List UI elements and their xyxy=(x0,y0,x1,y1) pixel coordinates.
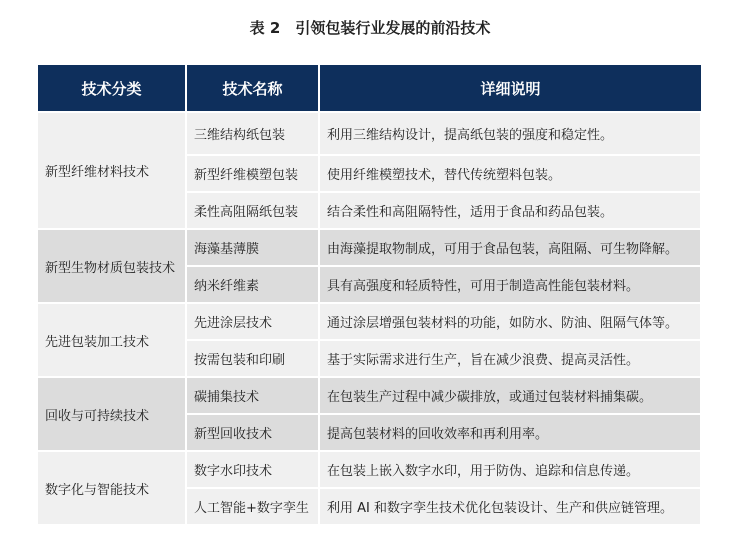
tech-name-cell: 数字水印技术 xyxy=(186,451,319,488)
description-cell: 利用三维结构设计，提高纸包装的强度和稳定性。 xyxy=(319,112,701,155)
description-cell: 使用纤维模塑技术，替代传统塑料包装。 xyxy=(319,155,701,192)
tech-name-cell: 人工智能+数字孪生 xyxy=(186,488,319,525)
tech-name-cell: 新型回收技术 xyxy=(186,414,319,451)
tech-name-cell: 先进涂层技术 xyxy=(186,303,319,340)
tech-name-cell: 纳米纤维素 xyxy=(186,266,319,303)
tech-name-cell: 柔性高阻隔纸包装 xyxy=(186,192,319,229)
tech-name-cell: 三维结构纸包装 xyxy=(186,112,319,155)
description-cell: 基于实际需求进行生产，旨在减少浪费、提高灵活性。 xyxy=(319,340,701,377)
table-row xyxy=(38,112,701,155)
category-cell: 数字化与智能技术 xyxy=(38,451,186,525)
description-cell: 由海藻提取物制成，可用于食品包装，高阻隔、可生物降解。 xyxy=(319,229,701,266)
tech-name-cell: 海藻基薄膜 xyxy=(186,229,319,266)
tech-name-cell: 新型纤维模塑包装 xyxy=(186,155,319,192)
category-cell: 回收与可持续技术 xyxy=(38,377,186,451)
table-row xyxy=(38,303,701,340)
header-description: 详细说明 xyxy=(319,65,701,112)
header-name: 技术名称 xyxy=(186,65,319,112)
table-row xyxy=(38,377,701,414)
table-row xyxy=(38,451,701,488)
description-cell: 提高包装材料的回收效率和再利用率。 xyxy=(319,414,701,451)
category-cell: 新型纤维材料技术 xyxy=(38,112,186,229)
tech-name-cell: 碳捕集技术 xyxy=(186,377,319,414)
description-cell: 通过涂层增强包装材料的功能，如防水、防油、阻隔气体等。 xyxy=(319,303,701,340)
header-category: 技术分类 xyxy=(38,65,186,112)
description-cell: 结合柔性和高阻隔特性，适用于食品和药品包装。 xyxy=(319,192,701,229)
description-cell: 利用 AI 和数字孪生技术优化包装设计、生产和供应链管理。 xyxy=(319,488,701,525)
table-header-row xyxy=(38,65,701,112)
frontier-tech-table xyxy=(38,65,702,526)
category-cell: 新型生物材质包装技术 xyxy=(38,229,186,303)
table-caption: 表 2 引领包装行业发展的前沿技术 xyxy=(249,19,491,37)
description-cell: 在包装上嵌入数字水印，用于防伪、追踪和信息传递。 xyxy=(319,451,701,488)
category-cell: 先进包装加工技术 xyxy=(38,303,186,377)
description-cell: 在包装生产过程中减少碳排放，或通过包装材料捕集碳。 xyxy=(319,377,701,414)
tech-name-cell: 按需包装和印刷 xyxy=(186,340,319,377)
table-row xyxy=(38,229,701,266)
description-cell: 具有高强度和轻质特性，可用于制造高性能包装材料。 xyxy=(319,266,701,303)
